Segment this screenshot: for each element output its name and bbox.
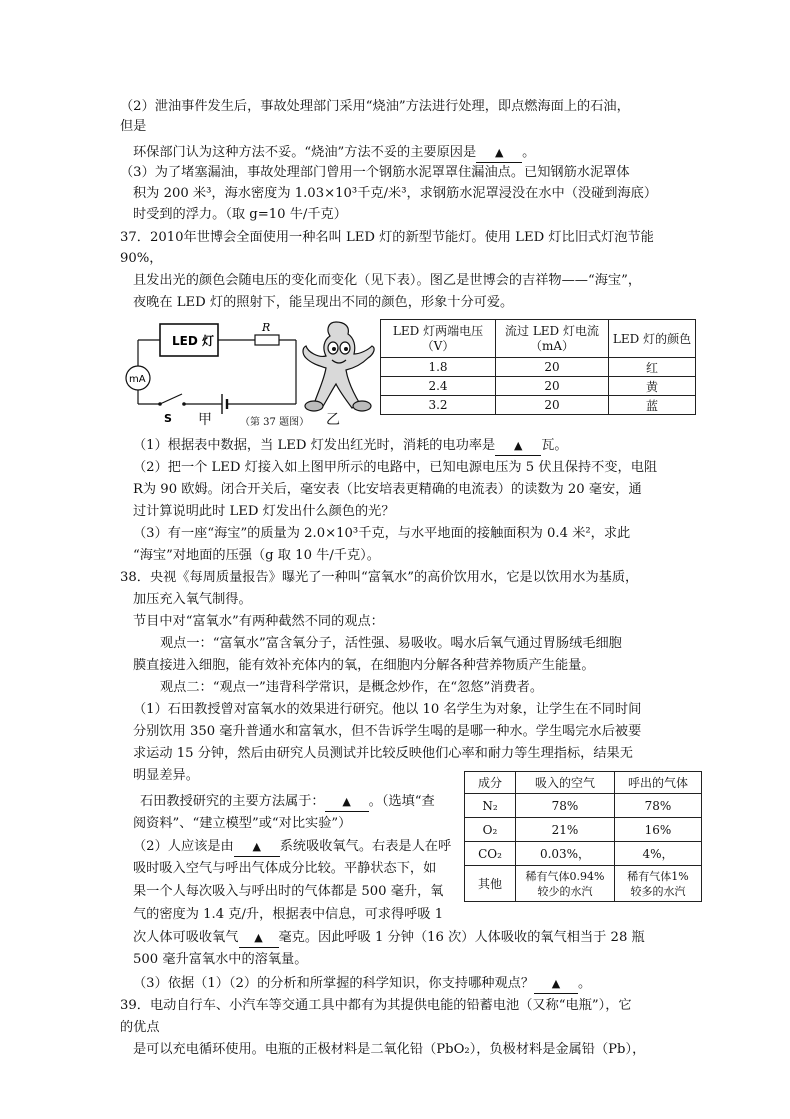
q38-intro-line2: 加压充入氧气制得。 bbox=[133, 592, 252, 607]
figure-caption: （第 37 题图） bbox=[240, 417, 310, 428]
resistor-label: R bbox=[262, 321, 271, 334]
table-cell: 3.2 bbox=[381, 396, 496, 415]
q38-view2: 观点二：“观点一”违背科学常识，是概念炒作，在“忽悠”消费者。 bbox=[160, 680, 544, 695]
table-row bbox=[465, 842, 702, 866]
cell-line: 较少的水汽 bbox=[537, 884, 593, 898]
table-header-cell: 吸入的空气 bbox=[516, 772, 615, 794]
table-cell: 其他 bbox=[465, 866, 516, 902]
table-header-cell: 呼出的气体 bbox=[615, 772, 702, 794]
q38-part2-line2: 吸时吸入空气与呼出气体成分比较。平静状态下，如 bbox=[133, 861, 437, 876]
table-cell: 黄 bbox=[609, 377, 696, 396]
table-header-cell: 流过 LED 灯电流（mA） bbox=[496, 320, 609, 358]
table-header-cell: LED 灯的颜色 bbox=[609, 320, 696, 358]
q38-part1-line2: 分别饮用 350 毫升普通水和富氧水，但不告诉学生喝的是哪一种水。学生喝完水后被要 bbox=[133, 724, 642, 739]
table-cell: 20 bbox=[496, 377, 609, 396]
switch-label: S bbox=[164, 412, 172, 425]
table-cell: 2.4 bbox=[381, 377, 496, 396]
q37-part2-line3: 过计算说明此时 LED 灯发出什么颜色的光？ bbox=[133, 504, 395, 519]
q38-part1-line4: 明显差异。 bbox=[133, 768, 199, 783]
q36-part3-line2: 积为 200 米³，海水密度为 1.03×10³千克/米³，求钢筋水泥罩浸没在水中（没碰到海底） bbox=[133, 186, 658, 201]
answer-blank[interactable]: ▲ bbox=[534, 975, 578, 994]
led-label: LED 灯 bbox=[172, 334, 214, 348]
table-cell: CO₂ bbox=[465, 842, 516, 866]
q38-part2-line6: 500 毫升富氧水中的溶氧量。 bbox=[133, 952, 308, 967]
q37-intro-line3: 且发出光的颜色会随电压的变化而变化（见下表）。图乙是世博会的吉祥物——“海宝”， bbox=[133, 273, 642, 288]
q38-part1-line6: 阅资料”、“建立模型”或“对比实验”） bbox=[133, 816, 352, 831]
q38-part3 bbox=[133, 975, 591, 994]
q37-part1-end: 瓦。 bbox=[541, 438, 568, 453]
q37-part1-text: （1）根据表中数据，当 LED 灯发出红光时，消耗的电功率是 bbox=[133, 438, 496, 453]
table-header-row bbox=[465, 772, 702, 794]
answer-blank[interactable]: ▲ bbox=[495, 437, 541, 456]
answer-blank[interactable]: ▲ bbox=[325, 793, 369, 812]
q38-part1-line5 bbox=[140, 793, 435, 812]
table-cell: 20 bbox=[496, 396, 609, 415]
q36-part2-end: 。 bbox=[522, 145, 536, 160]
table-cell: 4%， bbox=[615, 842, 702, 866]
q37-part2-line2: R为 90 欧姆。闭合开关后，毫安表（比安培表更精确的电流表）的读数为 20 毫安，通 bbox=[133, 482, 642, 497]
led-data-table bbox=[380, 319, 696, 415]
q37-intro-line2: 90%， bbox=[120, 251, 163, 266]
q38-part2-line1 bbox=[133, 838, 451, 857]
q37-intro-line4: 夜晚在 LED 灯的照射下，能呈现出不同的颜色，形象十分可爱。 bbox=[133, 295, 514, 310]
table-row bbox=[465, 866, 702, 902]
q38-part1-end: 。（选填“查 bbox=[368, 794, 435, 809]
q36-part2-line1: （2）泄油事件发生后，事故处理部门采用“烧油”方法进行处理，即点燃海面上的石油， bbox=[120, 99, 630, 114]
table-header-row bbox=[381, 320, 696, 358]
table-cell: 16% bbox=[615, 818, 702, 842]
table-cell: 红 bbox=[609, 358, 696, 377]
q37-part2-line1: （2）把一个 LED 灯接入如上图甲所示的电路中，已知电源电压为 5 伏且保持不变，电阻 bbox=[133, 460, 658, 475]
table-cell: 0.03%， bbox=[516, 842, 615, 866]
q36-part2-text: 环保部门认为这种方法不妥。“烧油”方法不妥的主要原因是 bbox=[133, 145, 477, 160]
q38-intro-line3: 节目中对“富氧水”有两种截然不同的观点： bbox=[133, 614, 384, 629]
q39-line3: 是可以充电循环使用。电瓶的正极材料是二氧化铅（PbO₂），负极材料是金属铅（Pb）， bbox=[133, 1042, 646, 1057]
q37-part3-line2: “海宝”对地面的压强（g 取 10 牛/千克）。 bbox=[133, 548, 380, 563]
table-row bbox=[465, 794, 702, 818]
q38-part3-text: （3）依据（1）（2）的分析和所掌握的科学知识，你支持哪种观点？ bbox=[133, 976, 535, 991]
cell-line: 较多的水汽 bbox=[630, 884, 686, 898]
breath-composition-table bbox=[464, 771, 702, 902]
q38-part2-line3: 果一个人每次吸入与呼出时的气体都是 500 毫升，氧 bbox=[133, 884, 444, 899]
q37-intro-line1: 37．2010年世博会全面使用一种名叫 LED 灯的新型节能灯。使用 LED 灯比旧式灯泡节能 bbox=[120, 230, 654, 245]
q38-part1-line3: 求运动 15 分钟，然后由研究人员测试并比较反映他们心率和耐力等生理指标，结果无 bbox=[133, 746, 633, 761]
table-row bbox=[381, 358, 696, 377]
answer-blank[interactable]: ▲ bbox=[234, 838, 280, 857]
q38-part2-line5 bbox=[133, 929, 645, 948]
table-cell: 1.8 bbox=[381, 358, 496, 377]
q38-view1-line2: 膜直接进入细胞，能有效补充体内的氧，在细胞内分解各种营养物质产生能量。 bbox=[133, 658, 595, 673]
q36-part3-line3: 时受到的浮力。（取 g=10 牛/千克） bbox=[133, 207, 347, 222]
q36-part3-line1: （3）为了堵塞漏油，事故处理部门曾用一个钢筋水泥罩罩住漏油点。已知钢筋水泥罩体 bbox=[120, 165, 630, 180]
table-row bbox=[381, 396, 696, 415]
q38-part2-text: （2）人应该是由 bbox=[133, 839, 234, 854]
table-row bbox=[465, 818, 702, 842]
table-header-cell: LED 灯两端电压（V） bbox=[381, 320, 496, 358]
q37-part3-line1: （3）有一座“海宝”的质量为 2.0×10³千克，与水平地面的接触面积为 0.4 米²，求此 bbox=[133, 526, 631, 541]
q36-part2-line2: 但是 bbox=[120, 119, 147, 134]
q37-part1 bbox=[133, 437, 568, 456]
table-cell: 78% bbox=[516, 794, 615, 818]
q38-part3-end: 。 bbox=[578, 976, 592, 991]
switch-blade bbox=[160, 394, 182, 404]
table-cell bbox=[615, 866, 702, 902]
q39-line1: 39．电动自行车、小汽车等交通工具中都有为其提供电能的铅蓄电池（又称“电瓶”），它 bbox=[120, 998, 632, 1013]
q38-part2-text2-end: 毫克。因此呼吸 1 分钟（16 次）人体吸收的氧气相当于 28 瓶 bbox=[278, 930, 645, 945]
table-cell: N₂ bbox=[465, 794, 516, 818]
table-cell bbox=[516, 866, 615, 902]
q38-part1-line1: （1）石田教授曾对富氧水的效果进行研究。他以 10 名学生为对象，让学生在不同时间 bbox=[133, 702, 642, 717]
q38-part2-line4: 气的密度为 1.4 克/升，根据表中信息，可求得呼吸 1 bbox=[133, 907, 444, 922]
q38-intro-line1: 38．央视《每周质量报告》曝光了一种叫“富氧水”的高价饮用水，它是以饮用水为基质， bbox=[120, 570, 639, 585]
table-cell: 20 bbox=[496, 358, 609, 377]
q38-part2-text2: 次人体可吸收氧气 bbox=[133, 930, 239, 945]
cell-line: 稀有气体1% bbox=[627, 869, 689, 883]
table-row bbox=[381, 377, 696, 396]
answer-blank[interactable]: ▲ bbox=[476, 144, 522, 163]
table-cell: 21% bbox=[516, 818, 615, 842]
figure-yi-label: 乙 bbox=[326, 412, 340, 428]
table-cell: 蓝 bbox=[609, 396, 696, 415]
figure-jia-label: 甲 bbox=[198, 412, 212, 428]
table-header-cell: 成分 bbox=[465, 772, 516, 794]
q38-view1-line1: 观点一：“富氧水”富含氧分子，活性强、易吸收。喝水后氧气通过胃肠绒毛细胞 bbox=[160, 636, 622, 651]
q36-part2-line3 bbox=[133, 144, 535, 163]
cell-line: 稀有气体0.94% bbox=[525, 869, 605, 883]
q39-line2: 的优点 bbox=[120, 1020, 160, 1035]
answer-blank[interactable]: ▲ bbox=[239, 929, 279, 948]
q38-part2-text-end: 系统吸收氧气。右表是人在呼 bbox=[279, 839, 452, 854]
resistor bbox=[255, 335, 279, 345]
table-cell: O₂ bbox=[465, 818, 516, 842]
q38-part1-text: 石田教授研究的主要方法属于： bbox=[140, 794, 325, 809]
haibao-mascot-image bbox=[300, 318, 380, 414]
table-cell: 78% bbox=[615, 794, 702, 818]
meter-label: mA bbox=[129, 374, 146, 385]
